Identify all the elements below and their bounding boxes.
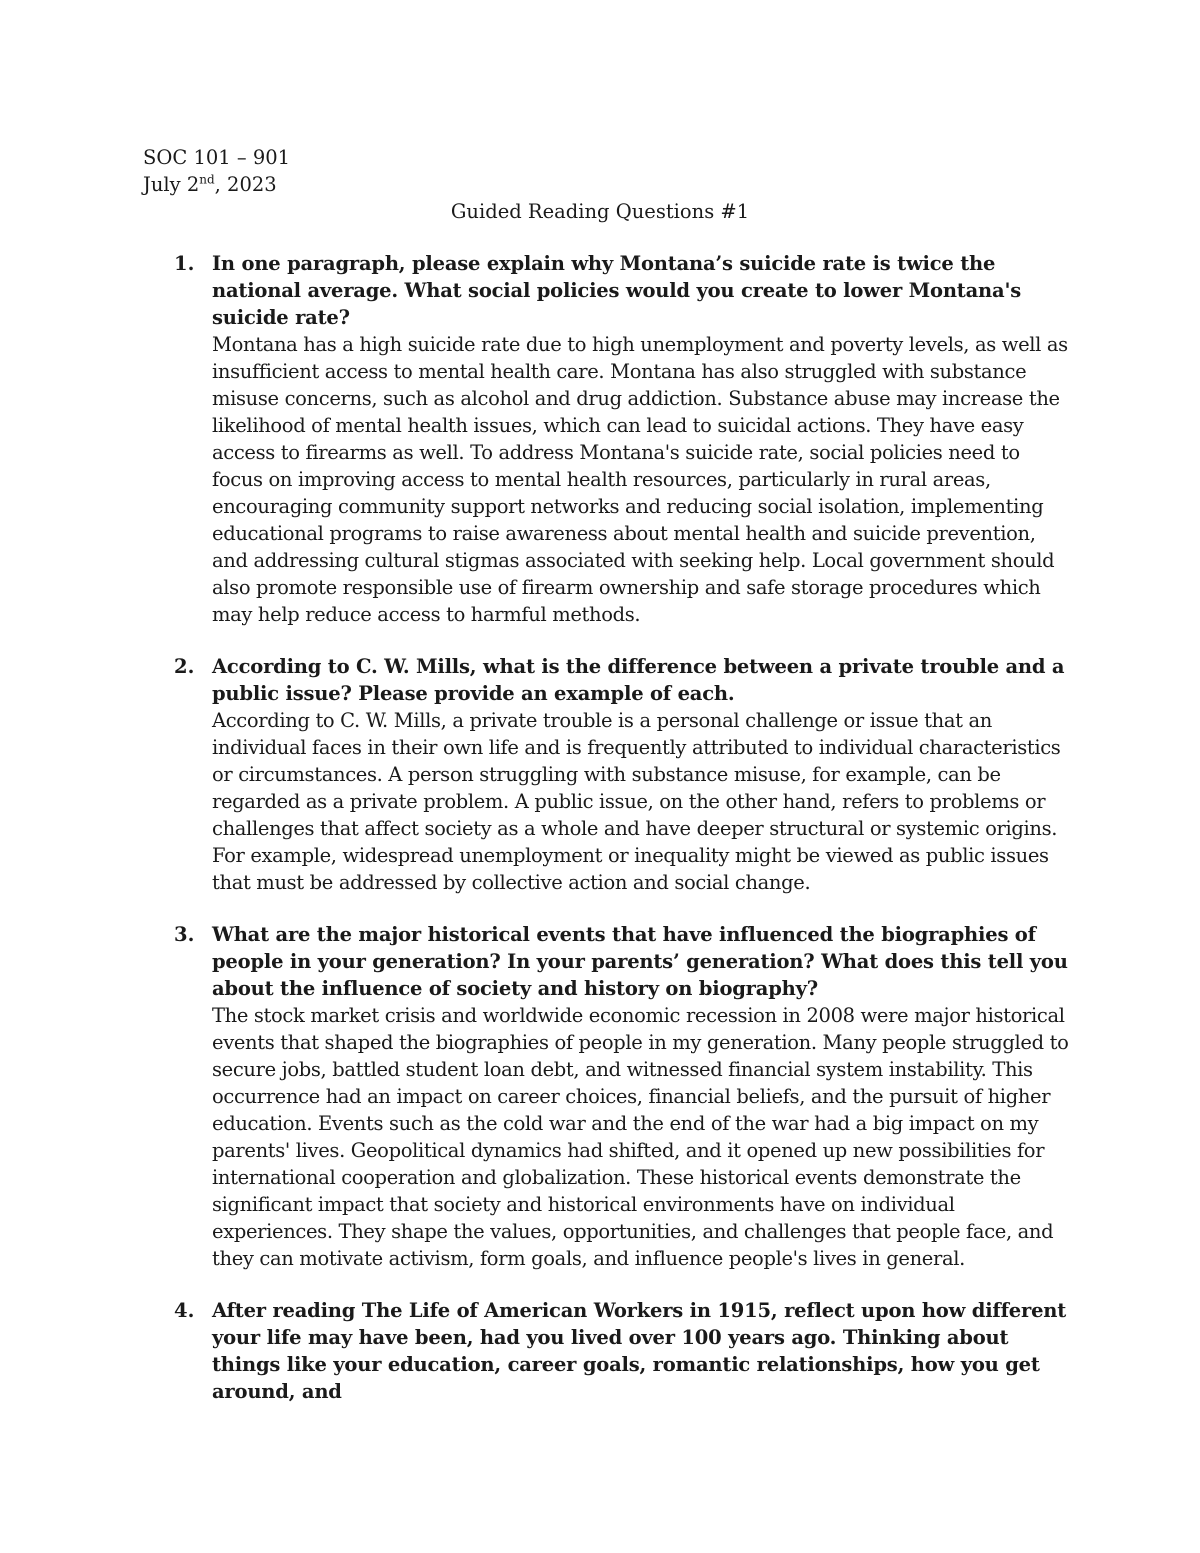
question-answer: Montana has a high suicide rate due to high unemployment and poverty levels, as well as insufficient access to mental health care. Montana has also struggled with substance misuse concerns, such as alcohol and drug addiction. Substance abuse may increase the likelihood of mental health issues, which can lead to suicidal actions. They have easy access to firearms as well. To address Montana's suicide rate, social policies need to focus on improving access to mental health resources, particularly in rural areas, encouraging community support networks and reducing social isolation, implementing educational programs to raise awareness about mental health and suicide prevention, and addressing cultural stigmas associated with seeking help. Local government should also promote responsible use of firearm ownership and safe storage procedures which may help reduce access to harmful methods. <box>212 333 1068 626</box>
question-item <box>0 921 1200 1272</box>
question-number: 4. <box>174 1299 195 1322</box>
question-number: 2. <box>174 655 195 678</box>
question-prompt: What are the major historical events that have influenced the biographies of people in your generation? In your parents’ generation? What does this tell you about the influence of society and history on biography? <box>212 923 1068 1000</box>
question-answer: The stock market crisis and worldwide economic recession in 2008 were major historical events that shaped the biographies of people in my generation. Many people struggled to secure jobs, battled student loan debt, and witnessed financial system instability. This occurrence had an impact on career choices, financial beliefs, and the pursuit of higher education. Events such as the cold war and the end of the war had a big impact on my parents' lives. Geopolitical dynamics had shifted, and it opened up new possibilities for international cooperation and globalization. These historical events demonstrate the significant impact that society and historical environments have on individual experiences. They shape the values, opportunities, and challenges that people face, and they can motivate activism, form goals, and influence people's lives in general. <box>212 1004 1069 1270</box>
question-number: 3. <box>174 923 195 946</box>
question-item <box>0 653 1200 896</box>
question-prompt: After reading The Life of American Workers in 1915, reflect upon how different your life may have been, had you lived over 100 years ago. Thinking about things like your education, career goals, romantic relationships, how you get around, and <box>212 1299 1067 1403</box>
question-body <box>212 1297 1072 1405</box>
question-body <box>212 921 1072 1272</box>
question-body <box>212 653 1072 896</box>
assignment-date <box>143 171 277 198</box>
document-title: Guided Reading Questions #1 <box>450 200 750 223</box>
course-code: SOC 101 – 901 <box>143 146 291 169</box>
question-number: 1. <box>174 252 195 275</box>
question-prompt: According to C. W. Mills, what is the difference between a private trouble and a public issue? Please provide an example of each. <box>212 655 1065 705</box>
date-prefix: July 2 <box>143 173 200 196</box>
question-answer: According to C. W. Mills, a private trouble is a personal challenge or issue that an individual faces in their own life and is frequently attributed to individual characteristics or circumstances. A person struggling with substance misuse, for example, can be regarded as a private problem. A public issue, on the other hand, refers to problems or challenges that affect society as a whole and have deeper structural or systemic origins. For example, widespread unemployment or inequality might be viewed as public issues that must be addressed by collective action and social change. <box>212 709 1061 894</box>
date-suffix: , 2023 <box>214 173 277 196</box>
question-body <box>212 250 1072 628</box>
question-list <box>0 250 1200 1430</box>
question-item <box>0 1297 1200 1405</box>
question-prompt: In one paragraph, please explain why Montana’s suicide rate is twice the national average. What social policies would you create to lower Montana's suicide rate? <box>212 252 1021 329</box>
date-ordinal-suffix: nd <box>199 172 215 187</box>
question-item <box>0 250 1200 628</box>
